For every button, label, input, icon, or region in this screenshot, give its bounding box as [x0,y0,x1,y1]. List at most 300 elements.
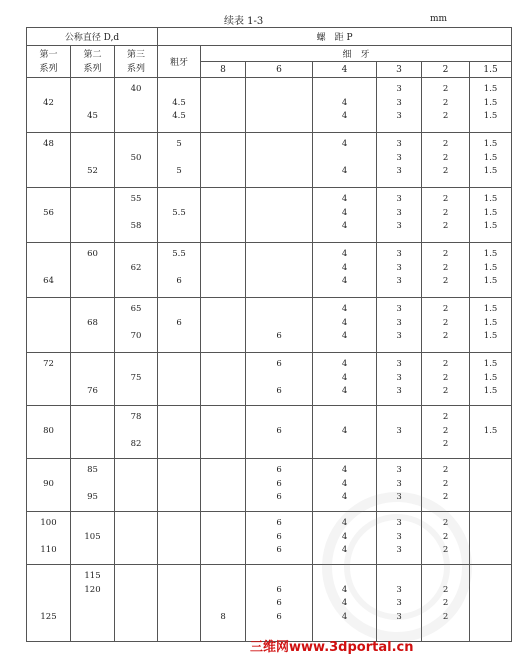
cell-value: 3 [396,262,402,273]
cell-value [115,464,157,478]
unit-label: mm [430,14,448,24]
cell-value: 4 [341,359,348,369]
fine-col-header: 1.5 [470,62,512,78]
cell-value: 4 [341,139,348,149]
cell-value [115,531,157,545]
fine-8-cell [201,406,246,459]
cell-value [470,531,511,545]
cell-value: 6 [176,317,182,328]
cell-value [27,193,70,207]
cell-value: 5 [176,166,182,177]
series3-cell [115,406,158,459]
cell-value [158,438,200,452]
cell-value [158,303,200,317]
cell-value: 6 [276,584,282,595]
cell-value: 1.5 [483,425,498,436]
cell-value [470,464,511,478]
cell-value: 6 [276,531,282,542]
fine-8-cell [201,459,246,512]
cell-value: 2 [442,545,449,556]
cell-value: 48 [43,139,54,149]
cell-value [115,597,157,611]
series1-cell [27,406,71,459]
cell-value: 4 [341,111,348,122]
cell-value [71,372,114,386]
coarse-pitch-cell [158,459,201,512]
cell-value: 2 [442,478,449,489]
cell-value [377,411,421,425]
cell-value [201,207,245,221]
cell-value [201,385,245,399]
cell-value: 4 [341,386,348,397]
cell-value [201,425,245,439]
cell-value [27,491,70,505]
cell-value [246,262,312,276]
cell-value: 100 [40,518,57,528]
cell-value: 1.5 [483,84,498,94]
cell-value [27,584,70,598]
coarse-header: 粗牙 [158,46,201,78]
cell-value [470,597,511,611]
cell-value: 55 [130,194,142,204]
cell-value [470,491,511,505]
cell-value [158,584,200,598]
cell-value [201,544,245,558]
cell-value [158,193,200,207]
series1-cell [27,512,71,565]
cell-value: 6 [276,331,282,342]
cell-value: 3 [396,207,402,218]
series1-cell [27,353,71,406]
fine-1-5-cell [470,406,512,459]
cell-value [71,517,114,531]
cell-value [246,220,312,234]
fine-col-header: 3 [377,62,422,78]
series2-cell [71,243,115,298]
cell-value [201,570,245,584]
cell-value: 1.5 [483,317,498,328]
cell-value: 72 [43,359,54,369]
cell-value: 3 [396,518,402,528]
cell-value [115,517,157,531]
cell-value [27,248,70,262]
fine-8-cell [201,133,246,188]
series3-cell [115,512,158,565]
cell-value [470,611,511,625]
cell-value: 76 [87,386,98,397]
cell-value: 3 [396,276,402,287]
fine-col-header: 2 [422,62,470,78]
cell-value [201,330,245,344]
cell-value: 3 [396,84,402,94]
cell-value: 6 [276,359,282,369]
cell-value [377,438,421,452]
cell-value: 3 [396,249,402,259]
fine-3-cell [377,133,422,188]
cell-value [470,411,511,425]
cell-value: 2 [442,465,449,475]
fine-4-cell [313,243,377,298]
pitch-header: 螺 距 P [158,28,512,46]
cell-value [158,517,200,531]
cell-value: 3 [396,425,402,436]
fine-1-5-cell [470,353,512,406]
cell-value: 40 [130,84,142,94]
cell-value: 70 [130,331,142,342]
cell-value [115,584,157,598]
cell-value: 120 [84,584,101,595]
cell-value [158,611,200,625]
cell-value: 110 [40,545,57,556]
cell-value: 4 [341,221,348,232]
cell-value [115,491,157,505]
cell-value [158,464,200,478]
cell-value: 3 [396,317,402,328]
fine-2-cell [422,188,470,243]
series2-cell [71,188,115,243]
cell-value [201,372,245,386]
cell-value [115,358,157,372]
table-row [27,353,512,406]
cell-value [71,262,114,276]
fine-8-cell [201,78,246,133]
cell-value [201,411,245,425]
cell-value: 3 [396,359,402,369]
cell-value [27,372,70,386]
cell-value [201,165,245,179]
cell-value [246,303,312,317]
cell-value: 2 [442,139,449,149]
cell-value: 105 [84,531,101,542]
cell-value [201,248,245,262]
cell-value: 3 [396,221,402,232]
cell-value: 1.5 [483,331,498,342]
cell-value: 4 [341,372,348,383]
cell-value [246,165,312,179]
cell-value: 4 [341,598,348,609]
cell-value [115,478,157,492]
site-watermark: 三维网www.3dportal.cn [250,640,414,655]
series2-cell [71,512,115,565]
series2-cell [71,565,115,642]
cell-value [313,152,376,166]
cell-value [201,531,245,545]
cell-value: 85 [87,465,98,475]
series3-cell [115,78,158,133]
cell-value [246,110,312,124]
cell-value [158,220,200,234]
cell-value: 3 [396,545,402,556]
cell-value [158,83,200,97]
series1-cell [27,459,71,512]
fine-1-5-cell [470,512,512,565]
cell-value: 6 [276,492,282,503]
cell-value [27,438,70,452]
cell-value: 3 [396,152,402,163]
cell-value: 1.5 [483,276,498,287]
cell-value [71,478,114,492]
cell-value: 50 [130,152,142,163]
cell-value: 60 [87,249,98,259]
cell-value: 6 [276,478,282,489]
cell-value: 4 [341,207,348,218]
cell-value [470,517,511,531]
cell-value: 2 [442,531,449,542]
cell-value [71,330,114,344]
cell-value: 82 [130,439,142,450]
cell-value [27,385,70,399]
fine-8-cell [201,298,246,353]
cell-value: 1.5 [483,139,498,149]
cell-value [71,138,114,152]
cell-value [158,385,200,399]
fine-3-cell [377,298,422,353]
cell-value: 1.5 [483,304,498,314]
cell-value [158,531,200,545]
cell-value: 4 [341,612,348,623]
cell-value [71,411,114,425]
series2-cell [71,78,115,133]
cell-value [115,611,157,625]
cell-value [27,597,70,611]
cell-value [201,464,245,478]
cell-value [246,138,312,152]
cell-value: 2 [442,492,449,503]
fine-8-cell [201,512,246,565]
cell-value [71,220,114,234]
cell-value [201,597,245,611]
cell-value [201,193,245,207]
cell-value [115,385,157,399]
cell-value: 6 [276,386,282,397]
cell-value: 2 [442,262,449,273]
cell-value [71,152,114,166]
series3-cell [115,133,158,188]
cell-value: 42 [43,97,54,108]
series2-cell [71,133,115,188]
cell-value: 4 [341,478,348,489]
fine-1-5-cell [470,565,512,642]
cell-value: 95 [87,492,98,503]
fine-8-cell [201,188,246,243]
fine-6-cell [246,512,313,565]
series3-cell [115,353,158,406]
cell-value [313,83,376,97]
cell-value [158,544,200,558]
cell-value: 2 [442,372,449,383]
fine-4-cell [313,188,377,243]
cell-value: 4 [341,317,348,328]
cell-value: 4 [341,425,348,436]
cell-value: 1.5 [483,111,498,122]
cell-value [71,193,114,207]
fine-2-cell [422,78,470,133]
cell-value: 2 [442,412,449,422]
cell-value: 4 [341,545,348,556]
cell-value: 2 [442,425,449,436]
series3-cell [115,565,158,642]
series1-cell [27,243,71,298]
fine-2-cell [422,353,470,406]
cell-value: 1.5 [483,166,498,177]
cell-value [158,491,200,505]
cell-value [470,584,511,598]
series2-cell [71,353,115,406]
cell-value [27,531,70,545]
cell-value [71,597,114,611]
cell-value [246,438,312,452]
fine-2-cell [422,133,470,188]
cell-value [71,358,114,372]
cell-value: 4.5 [172,97,186,108]
fine-col-header: 8 [201,62,246,78]
cell-value: 45 [87,111,98,122]
cell-value: 6 [276,598,282,609]
cell-value: 3 [396,97,402,108]
table-row [27,298,512,353]
cell-value [158,262,200,276]
cell-value: 56 [43,207,54,218]
cell-value: 2 [442,317,449,328]
cell-value [313,438,376,452]
fine-3-cell [377,406,422,459]
cell-value [115,97,157,111]
cell-value: 1.5 [483,152,498,163]
fine-6-cell [246,459,313,512]
cell-value [246,411,312,425]
cell-value [71,207,114,221]
cell-value: 6 [176,276,182,287]
cell-value: 1.5 [483,194,498,204]
cell-value: 68 [87,317,98,328]
cell-value: 1.5 [483,359,498,369]
cell-value: 2 [442,166,449,177]
fine-2-cell [422,243,470,298]
cell-value [201,262,245,276]
fine-col-header: 4 [313,62,377,78]
series3-cell [115,188,158,243]
cell-value: 8 [220,612,226,623]
cell-value: 2 [442,359,449,369]
cell-value: 6 [276,518,282,528]
cell-value [246,570,312,584]
cell-value: 5 [176,139,182,149]
cell-value [246,97,312,111]
coarse-pitch-cell [158,78,201,133]
cell-value [27,570,70,584]
fine-4-cell [313,353,377,406]
series2-cell [71,459,115,512]
fine-1-5-cell [470,243,512,298]
cell-value: 2 [442,518,449,528]
cell-value [201,97,245,111]
fine-2-cell [422,406,470,459]
coarse-pitch-cell [158,298,201,353]
cell-value: 125 [40,612,57,623]
cell-value [27,152,70,166]
cell-value [201,517,245,531]
fine-4-cell [313,78,377,133]
cell-value: 4 [341,531,348,542]
fine-header: 细 牙 [201,46,512,62]
fine-6-cell [246,353,313,406]
fine-8-cell [201,353,246,406]
cell-value [201,317,245,331]
cell-value: 3 [396,531,402,542]
cell-value [470,544,511,558]
cell-value [115,165,157,179]
table-caption: 续表 1-3 [224,16,264,27]
table-row [27,133,512,188]
cell-value: 3 [396,492,402,503]
cell-value: 6 [276,425,282,436]
cell-value [71,544,114,558]
cell-value: 1.5 [483,386,498,397]
cell-value [115,248,157,262]
cell-value: 2 [442,152,449,163]
cell-value: 1.5 [483,372,498,383]
cell-value: 2 [442,439,449,450]
series1-cell [27,188,71,243]
cell-value [115,570,157,584]
cell-value: 4 [341,584,348,595]
cell-value: 4 [341,492,348,503]
fine-3-cell [377,188,422,243]
cell-value: 2 [442,386,449,397]
cell-value [27,317,70,331]
cell-value [158,152,200,166]
fine-6-cell [246,406,313,459]
cell-value [158,597,200,611]
series3-header: 第三 系列 [115,46,158,78]
cell-value [158,478,200,492]
cell-value: 3 [396,194,402,204]
cell-value [71,303,114,317]
cell-value: 1.5 [483,249,498,259]
cell-value: 52 [87,166,98,177]
fine-3-cell [377,78,422,133]
cell-value: 64 [43,276,54,287]
coarse-pitch-cell [158,133,201,188]
fine-4-cell [313,298,377,353]
cell-value [246,248,312,262]
cell-value [201,83,245,97]
cell-value [246,207,312,221]
fine-col-header: 6 [246,62,313,78]
cell-value: 62 [130,262,142,273]
cell-value: 2 [442,207,449,218]
cell-value: 4 [341,518,348,528]
cell-value: 58 [130,221,142,232]
cell-value: 2 [442,111,449,122]
cell-value [246,83,312,97]
cell-value [27,110,70,124]
cell-value [201,138,245,152]
cell-value: 4 [341,304,348,314]
cell-value: 3 [396,478,402,489]
cell-value [27,464,70,478]
cell-value: 80 [43,425,54,436]
cell-value [27,330,70,344]
cell-value: 3 [396,612,402,623]
fine-8-cell [201,565,246,642]
cell-value: 4 [341,194,348,204]
cell-value [71,97,114,111]
cell-value [201,358,245,372]
cell-value [158,425,200,439]
series1-cell [27,298,71,353]
series1-cell [27,133,71,188]
